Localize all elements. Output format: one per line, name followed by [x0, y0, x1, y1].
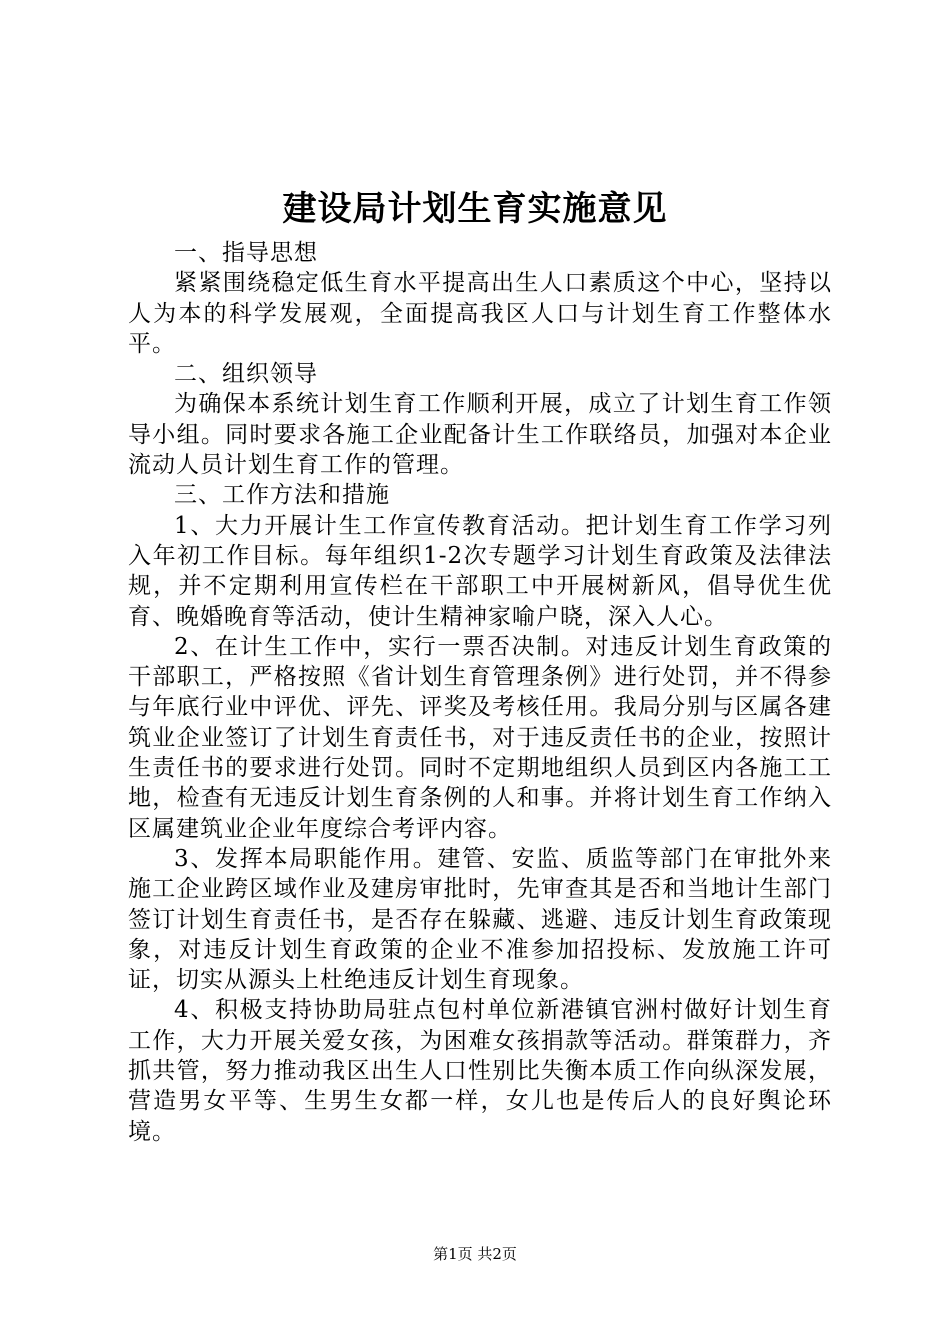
document-title: 建设局计划生育实施意见	[282, 189, 668, 229]
paragraph-measure-3: 3、发挥本局职能作用。建管、安监、质监等部门在审批外来施工企业跨区域作业及建房审批时，先审查其是否和当地计生部门签订计划生育责任书，是否存在躲藏、逃避、违反计划生育政策现象，对违反计划生育政策的企业不准参加招投标、发放施工许可证，切实从源头上杜绝违反计划生育现象。	[128, 845, 832, 994]
paragraph-organization: 为确保本系统计划生育工作顺利开展，成立了计划生育工作领导小组。同时要求各施工企业配备计生工作联络员，加强对本企业流动人员计划生育工作的管理。	[128, 391, 832, 479]
paragraph-measure-2: 2、在计生工作中，实行一票否决制。对违反计划生育政策的干部职工，严格按照《省计划生育管理条例》进行处罚，并不得参与年底行业中评优、评先、评奖及考核任用。我局分别与区属各建筑业企业签订了计划生育责任书，对于违反责任书的企业，按照计生责任书的要求进行处罚。同时不定期地组织人员到区内各施工工地，检查有无违反计划生育条例的人和事。并将计划生育工作纳入区属建筑业企业年度综合考评内容。	[128, 633, 832, 842]
paragraph-guiding-ideology: 紧紧围绕稳定低生育水平提高出生人口素质这个中心，坚持以人为本的科学发展观，全面提高我区人口与计划生育工作整体水平。	[128, 270, 832, 357]
section-heading-organization: 二、组织领导	[174, 361, 318, 388]
paragraph-measure-1: 1、大力开展计生工作宣传教育活动。把计划生育工作学习列入年初工作目标。每年组织1-2次专题学习计划生育政策及法律法规，并不定期利用宣传栏在干部职工中开展树新风，倡导优生优育、晚婚晚育等活动，使计生精神家喻户晓，深入人心。	[128, 512, 832, 630]
paragraph-measure-4: 4、积极支持协助局驻点包村单位新港镇官洲村做好计划生育工作，大力开展关爱女孩，为困难女孩捐款等活动。群策群力，齐抓共管，努力推动我区出生人口性别比失衡本质工作向纵深发展，营造男女平等、生男生女都一样，女儿也是传后人的良好舆论环境。	[128, 997, 832, 1145]
section-heading-guiding-ideology: 一、指导思想	[174, 240, 318, 266]
section-heading-methods: 三、工作方法和措施	[174, 482, 390, 509]
page-footer: 第1页 共2页	[433, 1245, 517, 1263]
document-body	[128, 238, 832, 1147]
